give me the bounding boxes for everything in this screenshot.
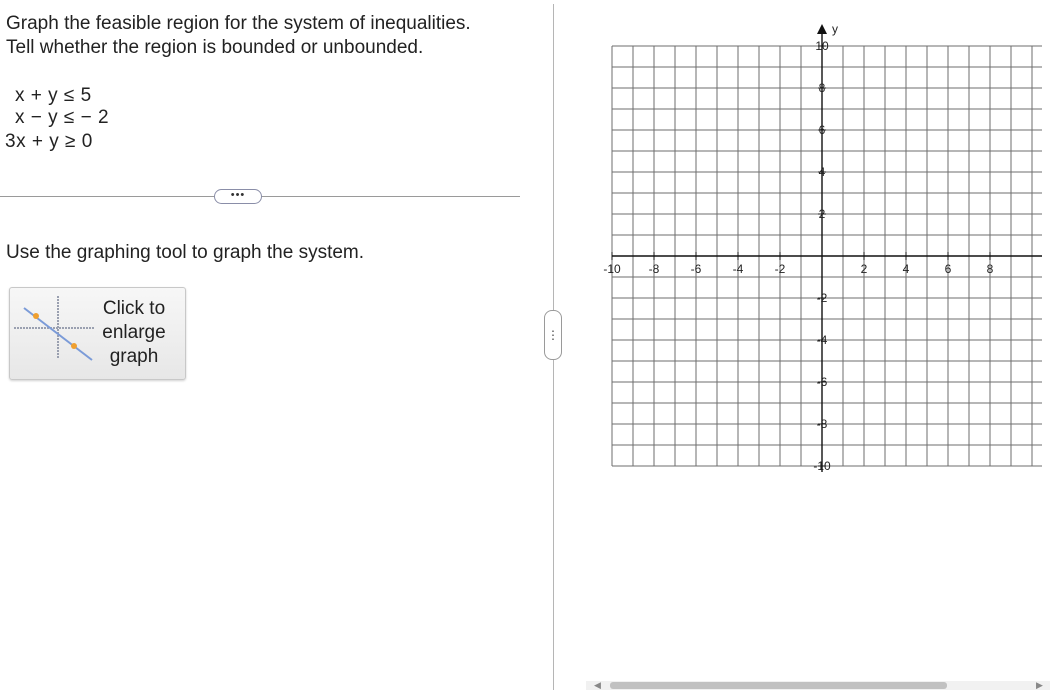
y-axis-arrow-icon: [817, 24, 827, 34]
y-tick-label: 8: [818, 81, 826, 95]
question-prompt-line-2: Tell whether the region is bounded or unbounded.: [6, 37, 424, 58]
more-options-button[interactable]: •••: [214, 189, 262, 204]
enlarge-graph-button[interactable]: [9, 287, 186, 380]
y-tick-label: -8: [816, 417, 828, 431]
horizontal-scrollbar-thumb[interactable]: [610, 682, 947, 689]
y-tick-label: 6: [818, 123, 826, 137]
scroll-left-arrow-icon[interactable]: ◀: [594, 680, 601, 690]
y-tick-label: 4: [818, 165, 826, 179]
y-tick-label: -10: [813, 459, 831, 473]
graph-canvas[interactable]: [560, 0, 1050, 680]
x-tick-label: 8: [986, 262, 994, 276]
x-tick-label: 6: [944, 262, 952, 276]
y-tick-label: 2: [818, 207, 826, 221]
x-tick-label: -4: [732, 262, 744, 276]
inequality-2: x − y ≤ − 2: [15, 107, 110, 128]
y-tick-label: 10: [815, 39, 829, 53]
y-tick-label: -6: [816, 375, 828, 389]
x-tick-label: -10: [603, 262, 621, 276]
inequality-3: 3x + y ≥ 0: [5, 131, 93, 152]
y-axis-name: y: [832, 22, 838, 36]
x-tick-label: -6: [690, 262, 702, 276]
y-tick-label: -2: [816, 291, 828, 305]
x-tick-label: -8: [648, 262, 660, 276]
instruction-text: Use the graphing tool to graph the system.: [6, 242, 365, 263]
x-tick-label: 2: [860, 262, 868, 276]
x-tick-label: 4: [902, 262, 910, 276]
inequality-1: x + y ≤ 5: [15, 85, 92, 106]
tick-labels: [603, 22, 993, 473]
question-prompt-line-1: Graph the feasible region for the system of inequalities.: [6, 13, 471, 34]
enlarge-graph-label: Click to enlarge graph: [102, 298, 166, 367]
axes: [612, 24, 1042, 472]
scroll-right-arrow-icon[interactable]: ▶: [1036, 680, 1043, 690]
x-tick-label: -2: [774, 262, 786, 276]
pane-resize-handle[interactable]: ⋮: [544, 310, 562, 360]
graph-thumbnail-icon: [14, 294, 94, 372]
y-tick-label: -4: [816, 333, 828, 347]
